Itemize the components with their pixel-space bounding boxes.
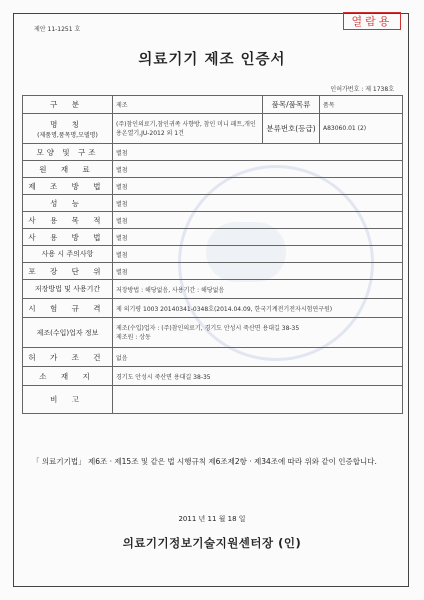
view-only-stamp: 열람용	[343, 12, 401, 30]
name-label: 명 칭	[50, 119, 85, 129]
row-value: 별첨	[113, 144, 403, 161]
row-value: 별첨	[113, 246, 403, 263]
row-value: 경기도 안성시 죽산면 용대길 38-35	[113, 367, 403, 386]
table-row	[23, 280, 403, 299]
row-value-secondary: 품목	[320, 96, 403, 114]
table-row	[23, 246, 403, 263]
row-value: 별첨	[113, 229, 403, 246]
row-value: (주)참인의료기,참인귀족 사향방, 참인 미니 패트,개인용온열기,JU-2012 외 1건	[113, 114, 263, 144]
form-number: 제안 11-1251 호	[34, 26, 81, 33]
row-label: 성 능	[23, 195, 113, 212]
row-label: 저장방법 및 사용기간	[23, 280, 113, 299]
table-row	[23, 178, 403, 195]
table-row	[23, 367, 403, 386]
row-label: 모양 및 구조	[23, 144, 113, 161]
row-label: 소 재 지	[23, 367, 113, 386]
row-label: 제 조 방 법	[23, 178, 113, 195]
row-label: 제조(수입)업자 정보	[23, 318, 113, 348]
row-label: 비 고	[23, 386, 113, 414]
row-label-secondary: 품목/품목류	[263, 96, 320, 114]
issuer-signature: 의료기기정보기술지원센터장 (인)	[122, 536, 302, 550]
page-title: 의료기기 제조 인증서	[138, 52, 286, 68]
maker-line: 제조원 : 상동	[116, 333, 151, 341]
row-value-secondary: A83060.01 (2)	[320, 114, 403, 144]
table-row	[23, 229, 403, 246]
row-value: 제조	[113, 96, 263, 114]
row-value	[113, 386, 403, 414]
table-row	[23, 263, 403, 280]
row-label: 허 가 조 건	[23, 348, 113, 367]
issue-date: 2011 년 11 월 18 일	[178, 515, 246, 523]
row-label: 사 용 목 적	[23, 212, 113, 229]
row-value: 별첨	[113, 212, 403, 229]
table-row	[23, 212, 403, 229]
row-label: 사용 시 주의사항	[23, 246, 113, 263]
row-label: 구 분	[23, 96, 113, 114]
table-row	[23, 161, 403, 178]
row-label: 시 험 규 격	[23, 299, 113, 318]
table-row	[23, 386, 403, 414]
table-row	[23, 299, 403, 318]
row-label: 사 용 방 법	[23, 229, 113, 246]
name-sub-label: (제품명,품목명,모델명)	[37, 131, 98, 139]
table-row	[23, 144, 403, 161]
row-value	[113, 318, 403, 348]
row-value: 별첨	[113, 161, 403, 178]
table-row	[23, 195, 403, 212]
permit-number: 인허가번호 : 제 1738호	[330, 86, 394, 93]
row-value: 별첨	[113, 178, 403, 195]
row-label: 원 재 료	[23, 161, 113, 178]
table-row	[23, 114, 403, 144]
table-row	[23, 318, 403, 348]
row-value: 별첨	[113, 263, 403, 280]
row-label: 포 장 단 위	[23, 263, 113, 280]
row-value: 별첨	[113, 195, 403, 212]
row-label-secondary: 분류번호(등급)	[263, 114, 320, 144]
row-value: 저장방법 : 해당없음, 사용기간 : 해당없음	[113, 280, 403, 299]
table-row	[23, 96, 403, 114]
row-value: 제 의기평 1003 20140341-0348호(2014.04.09, 한국기계전기전자시험연구원)	[113, 299, 403, 318]
table-row	[23, 348, 403, 367]
row-value: 없음	[113, 348, 403, 367]
declaration-text: 「 의료기기법」 제6조 · 제15조 및 같은 법 시행규칙 제6조제2항 · 제34조에 따라 위와 같이 인증합니다.	[32, 457, 377, 466]
certificate-table	[22, 95, 403, 414]
row-label	[23, 114, 113, 144]
manufacturer-line: 제조(수입)업자 : (주)참인의료기, 경기도 안성시 죽산면 용대길 38-35	[116, 324, 300, 332]
